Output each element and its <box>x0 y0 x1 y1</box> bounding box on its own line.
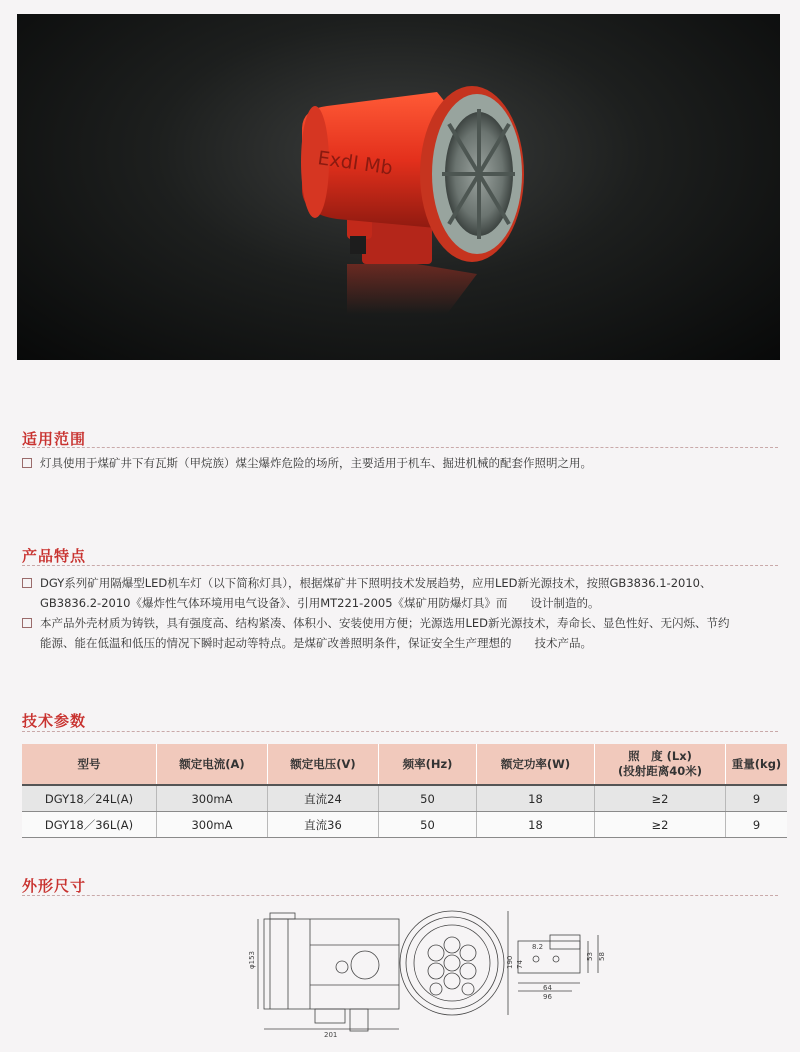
dimensions-divider <box>22 895 778 896</box>
features-list <box>22 573 772 653</box>
dim-label: 58 <box>598 952 606 961</box>
col-illuminance: 照 度 (Lx) (投射距离40米) <box>595 744 726 785</box>
features-title: 产品特点 <box>22 547 87 565</box>
col-frequency: 频率(Hz) <box>379 744 477 785</box>
scope-divider <box>22 447 778 448</box>
dim-label: 190 <box>506 955 514 969</box>
col-current: 额定电流(A) <box>157 744 268 785</box>
feature-item-2: 本产品外壳材质为铸铁，具有强度高、结构紧凑、体积小、安装使用方便；光源选用LED新光源技术，寿命长、显色性好、无闪烁、节约 <box>22 613 772 633</box>
specs-divider <box>22 731 778 732</box>
bullet-box-icon <box>22 618 32 628</box>
bullet-box-icon <box>22 578 32 588</box>
table-row: DGY18／36L(A) 300mA 直流36 50 18 ≥2 9 <box>22 812 787 838</box>
feature-item-1-cont: GB3836.2-2010《爆炸性气体环境用电气设备》、引用MT221-2005《煤矿用防爆灯具》而 设计制造的。 <box>40 596 600 610</box>
scope-title: 适用范围 <box>22 430 87 448</box>
lamp-illustration <box>17 14 780 360</box>
col-voltage: 额定电压(V) <box>268 744 379 785</box>
dimension-drawing <box>250 905 610 1040</box>
dim-label: 201 <box>324 1031 338 1039</box>
spec-header-row <box>22 744 787 785</box>
col-power: 额定功率(W) <box>477 744 595 785</box>
feature-item-2-cont: 能源、能在低温和低压的情况下瞬时起动等特点。是煤矿改善照明条件，保证安全生产理想的 技术产品。 <box>40 636 592 650</box>
features-divider <box>22 565 778 566</box>
dim-label: 8.2 <box>532 943 544 951</box>
dim-label: φ153 <box>248 951 256 969</box>
spec-table <box>22 744 787 838</box>
bullet-box-icon <box>22 458 32 468</box>
col-weight: 重量(kg) <box>726 744 788 785</box>
scope-item: 灯具使用于煤矿井下有瓦斯（甲烷族）煤尘爆炸危险的场所，主要适用于机车、掘进机械的配套作照明之用。 <box>22 453 772 473</box>
dim-label: 74 <box>516 960 524 969</box>
dim-label: 64 <box>543 984 552 992</box>
product-photo <box>17 14 780 360</box>
dim-label: 53 <box>586 952 594 961</box>
svg-text:ExdI Mb: ExdI Mb <box>316 147 395 180</box>
dimensions-title: 外形尺寸 <box>22 877 87 895</box>
dim-label: 96 <box>543 993 552 1001</box>
specs-title: 技术参数 <box>22 712 87 730</box>
col-model: 型号 <box>22 744 157 785</box>
table-row: DGY18／24L(A) 300mA 直流24 50 18 ≥2 9 <box>22 785 787 812</box>
feature-item-1: DGY系列矿用隔爆型LED机车灯（以下简称灯具），根据煤矿井下照明技术发展趋势，应用LED新光源技术，按照GB3836.1-2010、 <box>22 573 772 593</box>
